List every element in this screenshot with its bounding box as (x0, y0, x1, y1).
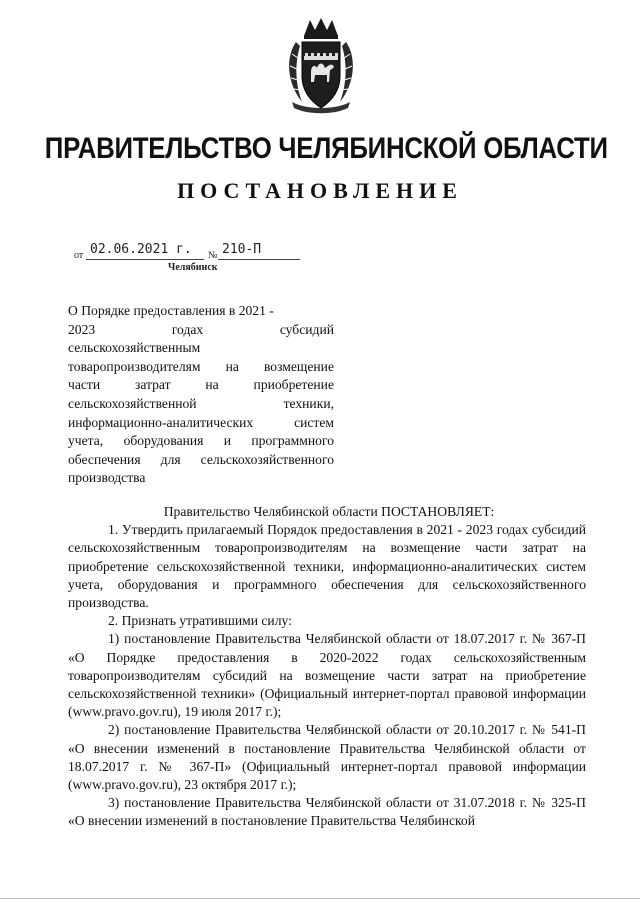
date-label: от (74, 250, 84, 261)
body-paragraph: 1. Утвердить прилагаемый Порядок предоставления в 2021 - 2023 годах субсидий сельскохозяйственным товаропроизводителям на возмещение части затрат на приобретение сельскохозяйственной техники, информационно-аналитических систем учета, оборудования и программного обеспечения для сельскохозяйственного производства. (68, 522, 586, 611)
subject-line: части затрат на приобретение (68, 377, 334, 393)
number-underline (218, 259, 300, 260)
subject-line: информационно-аналитических систем (68, 414, 334, 430)
subject-line: производства (68, 470, 146, 486)
resolution-intro: Правительство Челябинской области ПОСТАНОВЛЯЕТ: (163, 504, 495, 519)
date-underline (86, 259, 204, 260)
decree-title: ПОСТАНОВЛЕНИЕ (177, 178, 463, 203)
number-label: № (208, 250, 218, 261)
decree-body (68, 503, 586, 831)
subject-line: сельскохозяйственной техники, (68, 395, 334, 411)
subject-line: товаропроизводителям на возмещение (68, 358, 334, 374)
scan-edge (0, 898, 640, 899)
body-paragraph: 2) постановление Правительства Челябинской области от 20.10.2017 г. № 541-П «О внесении изменений в постановление Правительства Челябинской области от 18.07.2017 г. № 367-П» (Официальный интернет-портал правовой информации (www.pravo.gov.ru), 23 октября 2017 г.); (68, 722, 586, 793)
decree-meta (72, 242, 302, 264)
subject-line: учета, оборудования и программного (68, 433, 334, 449)
decree-subject (68, 302, 334, 488)
subject-line: 2023 годах субсидий (68, 321, 334, 337)
city-label: Челябинск (168, 262, 218, 273)
body-paragraph: 3) постановление Правительства Челябинской области от 31.07.2018 г. № 325-П «О внесении изменений в постановление Правительства Челябинской (68, 795, 586, 829)
subject-line: О Порядке предоставления в 2021 - (68, 303, 274, 318)
government-title: ПРАВИТЕЛЬСТВО ЧЕЛЯБИНСКОЙ ОБЛАСТИ (44, 132, 608, 165)
subject-line: обеспечения для сельскохозяйственного (68, 451, 334, 467)
decree-number: 210-П (222, 242, 262, 257)
body-paragraph: 1) постановление Правительства Челябинской области от 18.07.2017 г. № 367-П «О Порядке предоставления в 2020-2022 годах сельскохозяйственным товаропроизводителям субсидий на возмещение части затрат на приобретение сельскохозяйственной техники» (Официальный интернет-портал правовой информации (www.pravo.gov.ru), 19 июля 2017 г.); (68, 631, 586, 720)
chelyabinsk-coat-of-arms-icon (282, 16, 360, 116)
subject-line: сельскохозяйственным (68, 340, 201, 356)
decree-date: 02.06.2021 г. (90, 242, 192, 257)
body-paragraph: 2. Признать утратившими силу: (108, 613, 292, 629)
